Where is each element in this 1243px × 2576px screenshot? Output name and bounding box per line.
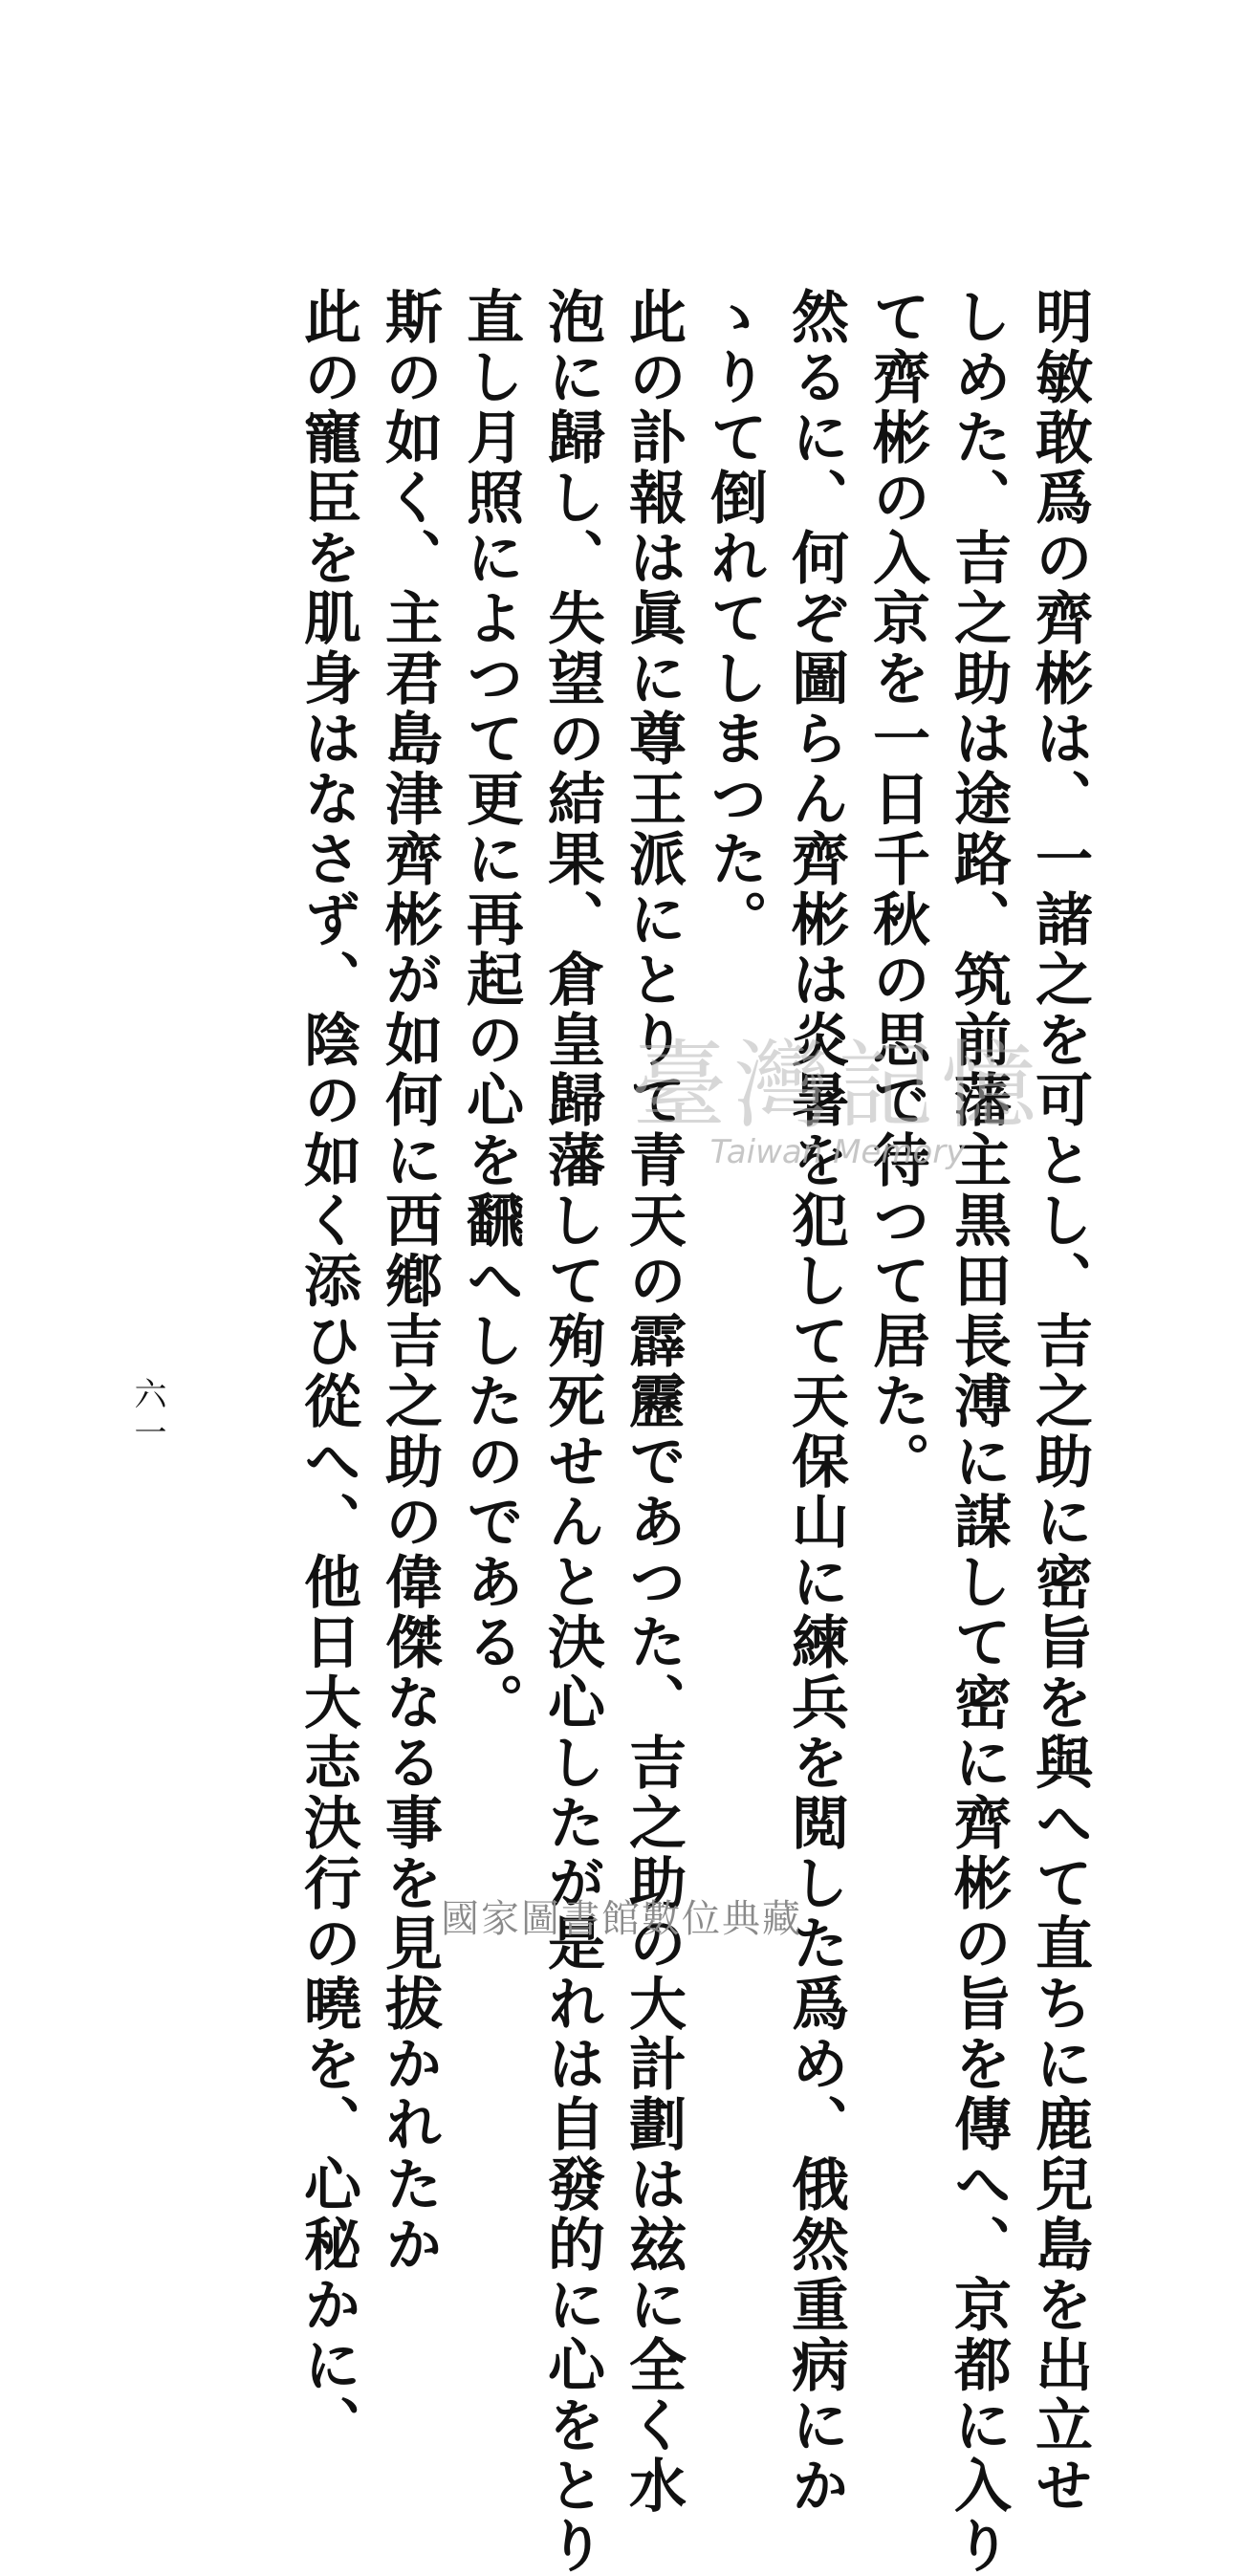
text-column: 此の訃報は眞に尊王派にとりて青天の霹靂であつた、吉之助の大計劃は玆に全く水 bbox=[620, 287, 687, 2516]
watermark-subtitle: Taiwan Memory bbox=[709, 1133, 966, 1171]
text-column: 明敏敢爲の齊彬は、一諸之を可とし、吉之助に密旨を與へて直ちに鹿兒島を出立せ bbox=[1026, 287, 1093, 2516]
watermark bbox=[631, 1009, 1044, 1171]
text-column: 斯の如く、主君島津齊彬が如何に西鄕吉之助の偉傑なる事を見拔かれたか bbox=[376, 287, 443, 2275]
text-column: 泡に歸し、失望の結果、倉皇歸藩して殉死せんと決心したが是れは自發的に心をとり bbox=[538, 287, 605, 2576]
footer-credit: 國家圖書館數位典藏 bbox=[441, 1897, 802, 1941]
text-column: 然るに、何ぞ圖らん齊彬は炎暑を犯して天保山に練兵を閲した爲め、俄然重病にか bbox=[782, 287, 849, 2516]
page-number: 六一 bbox=[128, 1377, 166, 1453]
text-column: て齊彬の入京を一日千秋の思で待つて居た。 bbox=[863, 287, 930, 1492]
watermark-logo-text: 臺灣記憶 bbox=[631, 1030, 1044, 1142]
text-column: しめた、吉之助は途路、筑前藩主黒田長溥に謀して密に齊彬の旨を傳へ、京都に入り bbox=[945, 287, 1012, 2576]
text-column: 直し月照によつて更に再起の心を飜へしたのである。 bbox=[457, 287, 524, 1733]
text-column: ゝりて倒れてしまつた。 bbox=[701, 287, 768, 950]
text-column: 此の寵臣を肌身はなさず、陰の如く添ひ從へ、他日大志決行の曉を、心秘かに、 bbox=[294, 287, 361, 2456]
